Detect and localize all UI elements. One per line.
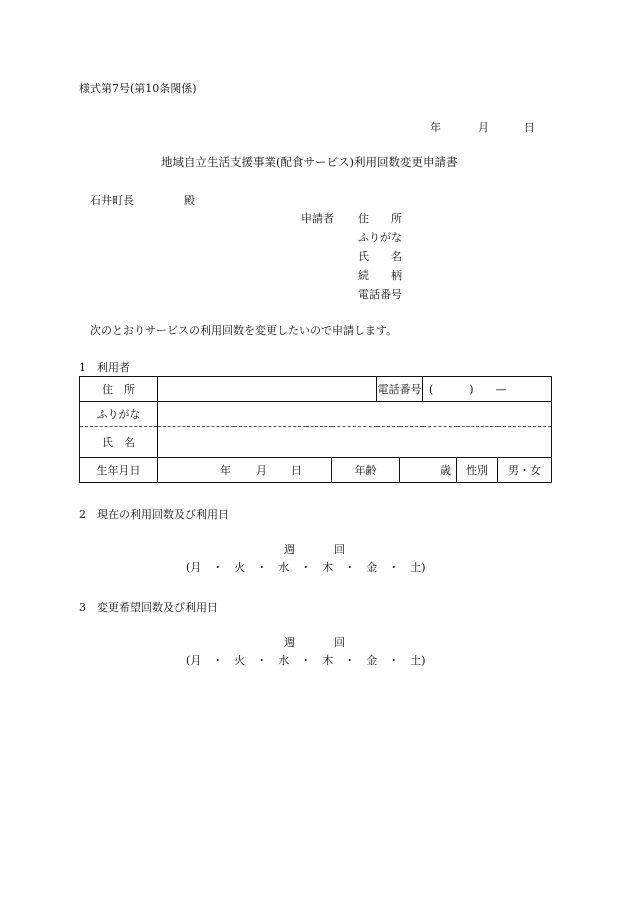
furigana-field[interactable] — [158, 402, 552, 427]
applicant-label: 申請者 — [301, 212, 334, 225]
name-field[interactable] — [158, 427, 552, 458]
addressee-honorific: 殿 — [184, 194, 195, 207]
date-day: 日 — [524, 121, 535, 134]
phone-dash: — — [495, 382, 507, 396]
applicant-relation-label: 続 柄 — [358, 269, 402, 282]
section3-times: 回 — [334, 636, 345, 649]
form-number: 様式第7号(第10条関係) — [79, 82, 197, 95]
user-info-table — [79, 376, 552, 483]
sex-label: 性別 — [457, 458, 498, 483]
section2-heading: 2 現在の利用回数及び利用日 — [79, 508, 229, 521]
age-field[interactable] — [400, 458, 457, 483]
section3-week: 週 — [284, 636, 295, 649]
document-title: 地域自立生活支援事業(配食サービス)利用回数変更申請書 — [161, 155, 458, 169]
address-field[interactable] — [158, 377, 377, 402]
applicant-name-label: 氏 名 — [358, 250, 402, 263]
date-year: 年 — [430, 121, 441, 134]
age-label: 年齢 — [332, 458, 400, 483]
date-month: 月 — [478, 121, 489, 134]
birthdate-label: 生年月日 — [80, 458, 158, 483]
birthdate-field[interactable] — [158, 458, 332, 483]
address-label: 住 所 — [80, 377, 158, 402]
phone-open-paren: ( — [429, 382, 434, 396]
section1-heading: 1 利用者 — [79, 361, 130, 374]
phone-label: 電話番号 — [377, 377, 423, 402]
phone-close-paren: ) — [469, 382, 474, 396]
sex-options[interactable]: 男・女 — [498, 458, 552, 483]
section3-days[interactable]: (月 ・ 火 ・ 水 ・ 木 ・ 金 ・ 土) — [186, 654, 426, 667]
birth-month-unit: 月 — [256, 464, 267, 477]
phone-field[interactable] — [423, 377, 552, 402]
section2-week: 週 — [284, 543, 295, 556]
section2-days[interactable]: (月 ・ 火 ・ 水 ・ 木 ・ 金 ・ 土) — [186, 561, 426, 574]
applicant-furigana-label: ふりがな — [358, 231, 402, 244]
intro-text: 次のとおりサービスの利用回数を変更したいので申請します。 — [90, 324, 398, 337]
furigana-label: ふりがな — [80, 402, 158, 427]
age-unit: 歳 — [440, 464, 451, 477]
applicant-address-label: 住 所 — [358, 212, 402, 225]
section3-heading: 3 変更希望回数及び利用日 — [79, 601, 218, 614]
birth-year-unit: 年 — [220, 464, 231, 477]
addressee-name: 石井町長 — [90, 194, 134, 207]
section2-times: 回 — [334, 543, 345, 556]
birth-day-unit: 日 — [291, 464, 302, 477]
applicant-phone-label: 電話番号 — [358, 288, 402, 301]
name-label: 氏 名 — [80, 427, 158, 458]
